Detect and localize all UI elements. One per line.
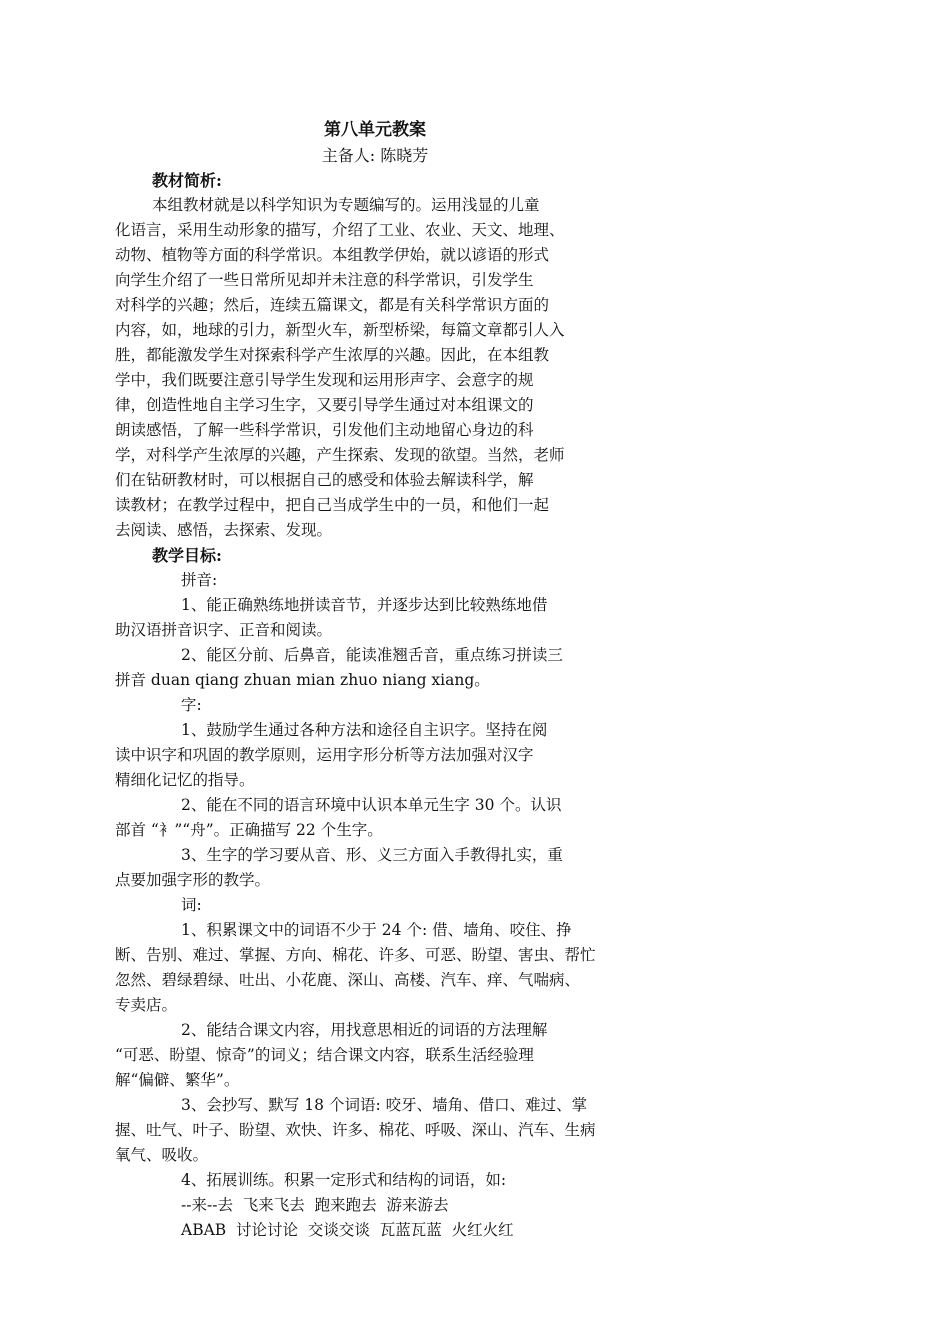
analysis-heading: 教材简析: (152, 171, 222, 190)
words-item-1-cont: 忽然、碧绿碧绿、吐出、小花鹿、深山、高楼、汽车、痒、气喘病、 (115, 971, 581, 989)
words-item-3-cont: 握、吐气、叶子、盼望、欢快、许多、棉花、呼吸、深山、汽车、生病 (115, 1121, 596, 1139)
analysis-line: 们在钻研教材时，可以根据自己的感受和体验去解读科学，解 (115, 471, 534, 489)
analysis-line: 学中，我们既要注意引导学生发现和运用形声字、会意字的规 (115, 371, 534, 389)
characters-item-1-cont: 读中识字和巩固的教学原则，运用字形分析等方法加强对汉字 (115, 746, 534, 764)
analysis-line: 内容，如，地球的引力，新型火车，新型桥梁，每篇文章都引人入 (115, 321, 565, 339)
page-title: 第八单元教案 (324, 120, 426, 140)
characters-item-2: 2、能在不同的语言环境中认识本单元生字 30 个。认识 (181, 796, 562, 814)
words-item-1-cont: 断、告别、难过、掌握、方向、棉花、许多、可恶、盼望、害虫、帮忙 (115, 946, 596, 964)
analysis-line: 动物、植物等方面的科学常识。本组教学伊始，就以谚语的形式 (115, 246, 550, 264)
words-item-2-cont: 解“偏僻、繁华”。 (115, 1071, 240, 1089)
author-line: 主备人: 陈晓芳 (321, 146, 429, 165)
words-item-3-cont: 氧气、吸收。 (115, 1146, 209, 1164)
analysis-line: 学，对科学产生浓厚的兴趣，产生探索、发现的欲望。当然，老师 (115, 446, 565, 464)
analysis-line: 去阅读、感悟，去探索、发现。 (115, 521, 333, 539)
words-item-4: 4、拓展训练。积累一定形式和结构的词语，如: (181, 1171, 507, 1189)
characters-item-3-cont: 点要加强字形的教学。 (115, 871, 271, 889)
words-example-row-1: --来--去 飞来飞去 跑来跑去 游来游去 (181, 1196, 449, 1214)
pinyin-label: 拼音: (181, 571, 218, 589)
analysis-line: 律，创造性地自主学习生字，又要引导学生通过对本组课文的 (115, 396, 534, 414)
words-label: 词: (181, 896, 202, 914)
characters-item-1: 1、鼓励学生通过各种方法和途径自主识字。坚持在阅 (181, 721, 548, 739)
analysis-line: 胜，都能激发学生对探索科学产生浓厚的兴趣。因此，在本组教 (115, 346, 550, 364)
words-item-1: 1、积累课文中的词语不少于 24 个: 借、墙角、咬住、挣 (181, 921, 572, 939)
goals-heading: 教学目标: (152, 546, 222, 565)
analysis-line: 对科学的兴趣；然后，连续五篇课文，都是有关科学常识方面的 (115, 296, 550, 314)
analysis-line: 朗读感悟，了解一些科学常识，引发他们主动地留心身边的科 (115, 421, 534, 439)
characters-item-1-cont: 精细化记忆的指导。 (115, 771, 255, 789)
words-section (115, 893, 635, 1243)
words-item-1-cont: 专卖店。 (115, 996, 178, 1014)
analysis-line: 读教材；在教学过程中，把自己当成学生中的一员，和他们一起 (115, 496, 550, 514)
pinyin-item-2-cont: 拼音 duan qiang zhuan mian zhuo niang xiang。 (115, 671, 490, 689)
characters-label: 字: (181, 696, 202, 714)
characters-section (115, 693, 635, 893)
pinyin-item-1-cont: 助汉语拼音识字、正音和阅读。 (115, 621, 333, 639)
characters-item-3: 3、生字的学习要从音、形、义三方面入手教得扎实，重 (181, 846, 563, 864)
pinyin-item-1: 1、能正确熟练地拼读音节，并逐步达到比较熟练地借 (181, 596, 548, 614)
analysis-line: 化语言，采用生动形象的描写，介绍了工业、农业、天文、地理、 (115, 221, 565, 239)
analysis-paragraph (115, 193, 635, 543)
words-example-row-2: ABAB 讨论讨论 交谈交谈 瓦蓝瓦蓝 火红火红 (181, 1221, 514, 1239)
words-item-2-cont: “可恶、盼望、惊奇”的词义；结合课文内容，联系生活经验理 (115, 1046, 534, 1064)
pinyin-item-2: 2、能区分前、后鼻音，能读准翘舌音，重点练习拼读三 (181, 646, 563, 664)
words-item-2: 2、能结合课文内容，用找意思相近的词语的方法理解 (181, 1021, 548, 1039)
words-item-3: 3、会抄写、默写 18 个词语: 咬牙、墙角、借口、难过、掌 (181, 1096, 588, 1114)
analysis-line: 本组教材就是以科学知识为专题编写的。运用浅显的儿童 (152, 196, 540, 214)
analysis-line: 向学生介绍了一些日常所见却并未注意的科学常识，引发学生 (115, 271, 534, 289)
characters-item-2-cont: 部首 “衤”“舟”。正确描写 22 个生字。 (115, 821, 383, 839)
pinyin-section (115, 568, 635, 693)
document-page (115, 118, 635, 1243)
